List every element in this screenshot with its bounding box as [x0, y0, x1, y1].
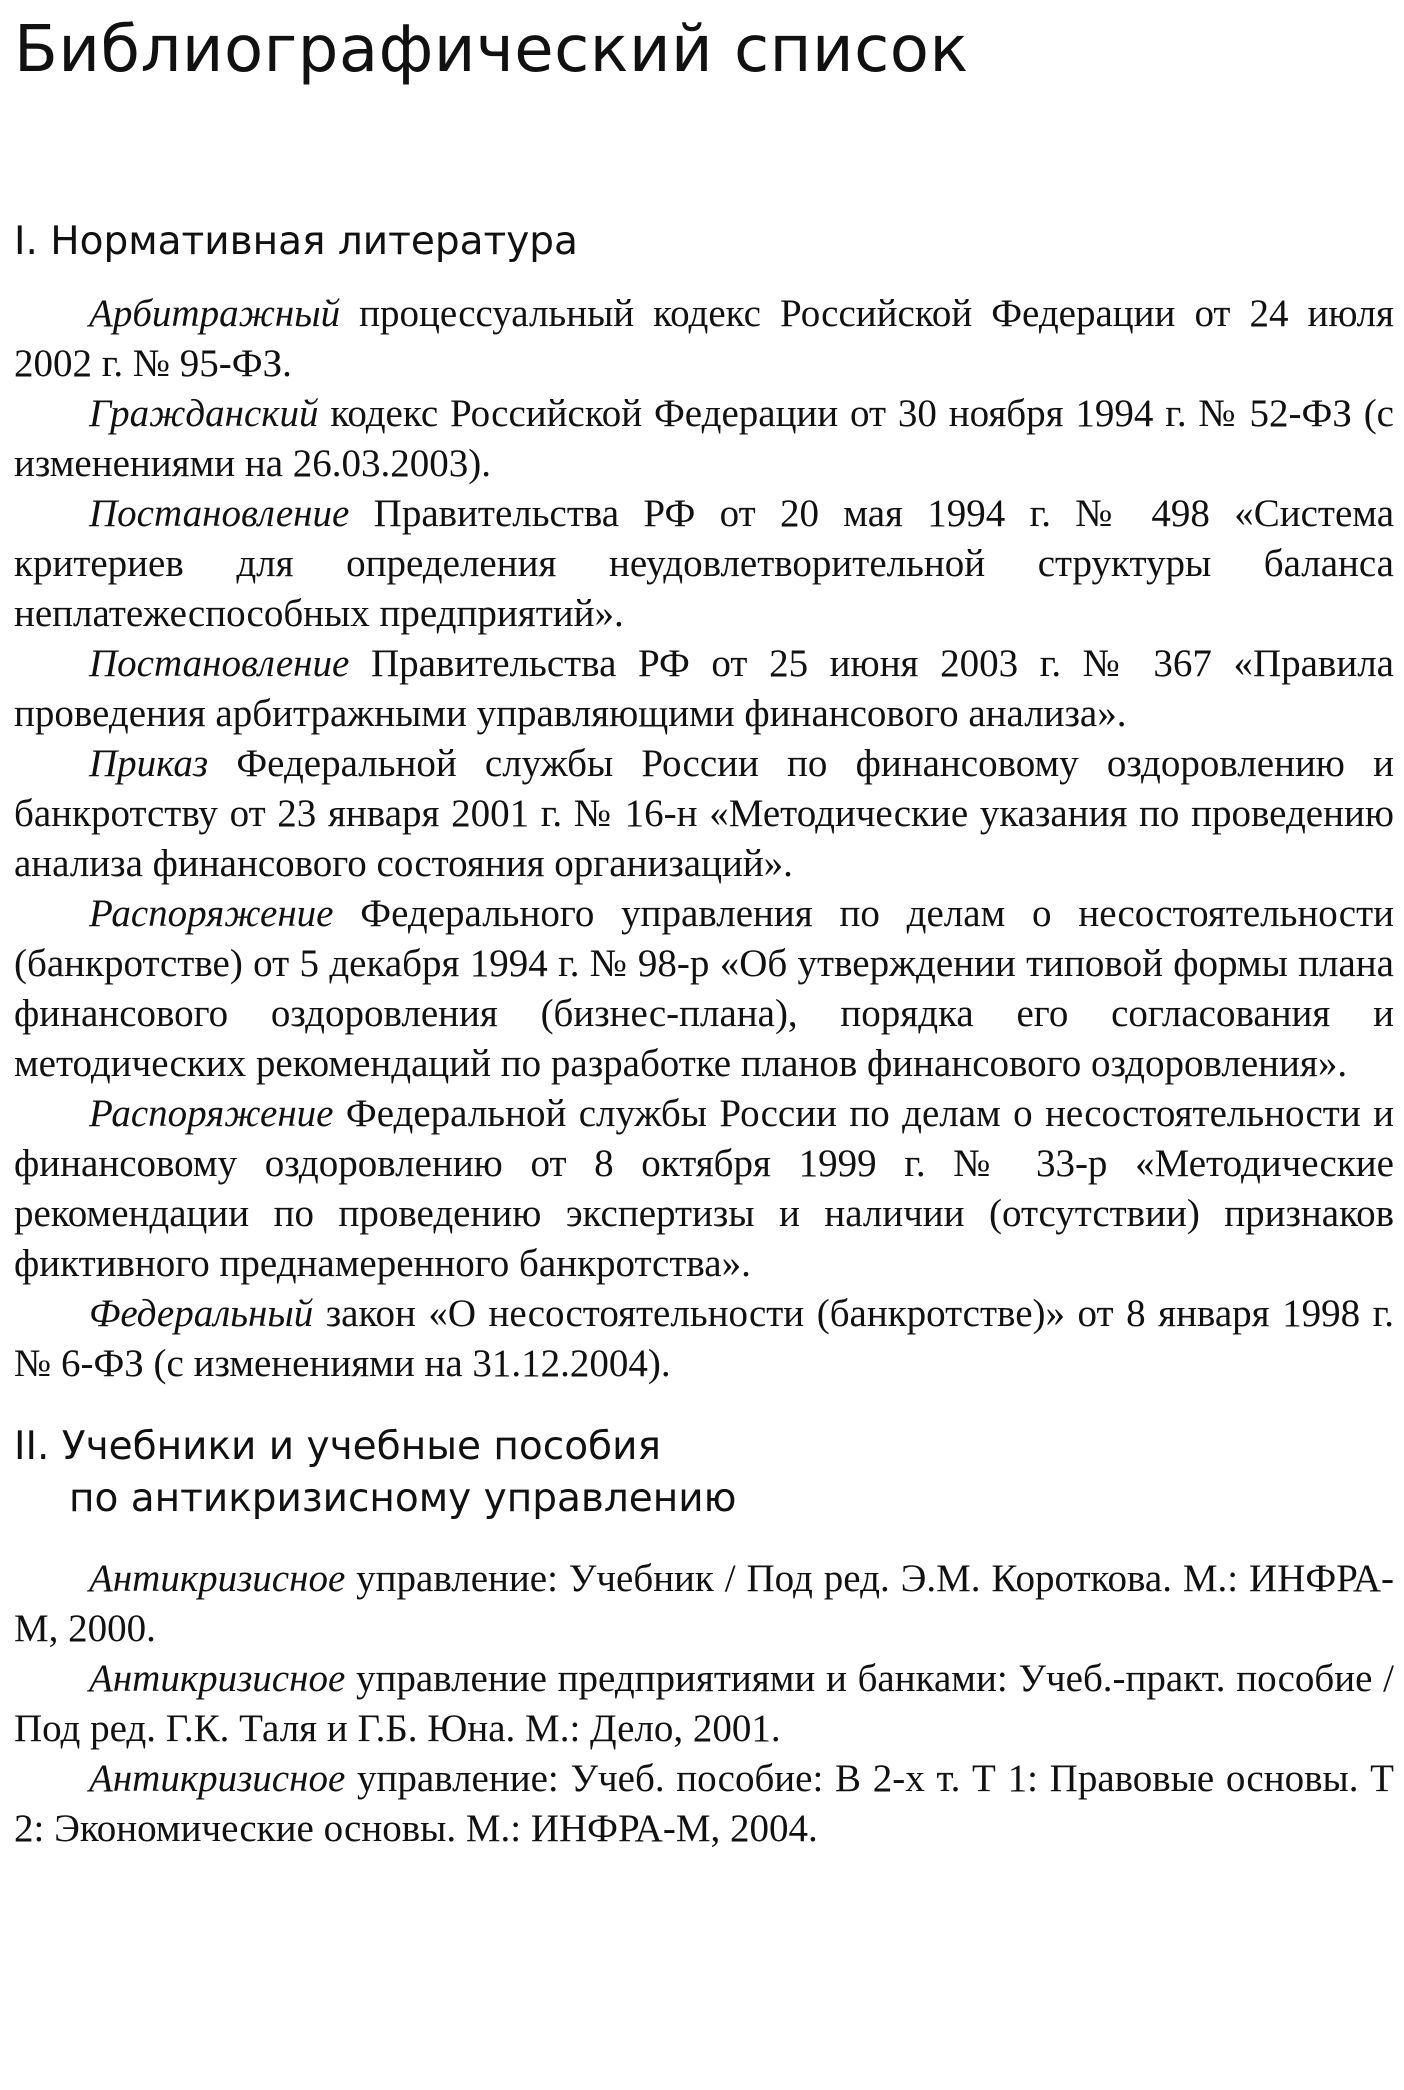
bibliography-entry: [14, 389, 1394, 489]
document-page: [14, 0, 1394, 1854]
entry-text: управление: Учебник / Под ред. Э.М. Короткова. М.: ИНФРА-М, 2000.: [14, 1557, 1394, 1650]
entry-text: закон «О несостоятельности (банкротстве)» от 8 января 1998 г. № 6-ФЗ (с изменениями на 31.12.2004).: [14, 1292, 1394, 1386]
entry-lead: Гражданский: [89, 392, 319, 436]
entry-text: Правительства РФ от 25 июня 2003 г. № 367 «Правила проведения арбитражными управляющими финансового анализа».: [14, 642, 1394, 736]
entry-lead: Антикризисное: [89, 1757, 346, 1800]
bibliography-entry: [14, 739, 1394, 889]
entry-lead: Антикризисное: [89, 1557, 346, 1600]
entry-lead: Приказ: [89, 742, 209, 786]
bibliography-entry: [14, 1089, 1394, 1289]
section-heading-text: I. Нормативная литература: [14, 218, 578, 264]
bibliography-entry: [14, 1289, 1394, 1389]
bibliography-entry: [14, 1554, 1394, 1654]
section-entries-normative: [14, 289, 1394, 1389]
entry-text: управление предприятиями и банками: Учеб.-практ. пособие / Под ред. Г.К. Таля и Г.Б. Юна. М.: Дело, 2001.: [14, 1657, 1394, 1750]
entry-lead: Постановление: [89, 492, 350, 536]
page-title: Библиографический список: [14, 13, 969, 87]
entry-text: Федерального управления по делам о несостоятельности (банкротстве) от 5 декабря 1994 г. № 98-р «Об утверждении типовой формы плана финансового оздоровления (бизнес-плана), порядка его согласования и методических рекомендаций по разработке планов финансового оздоровления».: [14, 892, 1394, 1086]
entry-lead: Распоряжение: [89, 892, 334, 936]
bibliography-entry: [14, 1654, 1394, 1754]
entry-text: Федеральной службы России по делам о несостоятельности и финансовому оздоровлению от 8 октября 1999 г. № 33-р «Методические рекомендации по проведению экспертизы и наличии (отсутствии) признаков фиктивного преднамеренного банкротства».: [14, 1092, 1394, 1286]
entry-text: кодекс Российской Федерации от 30 ноября 1994 г. № 52-ФЗ (с изменениями на 26.03.2003).: [14, 392, 1394, 486]
section-heading-normative: [14, 216, 1394, 267]
bibliography-entry: [14, 1754, 1394, 1854]
entry-lead: Арбитражный: [89, 292, 341, 336]
entry-lead: Распоряжение: [89, 1092, 334, 1136]
entry-text: управление: Учеб. пособие: В 2-х т. Т 1: Правовые основы. Т 2: Экономические основы. М.: ИНФРА-М, 2004.: [14, 1757, 1394, 1850]
entry-text: Федеральной службы России по финансовому оздоровлению и банкротству от 23 января 2001 г. № 16-н «Методические указания по проведению анализа финансового состояния организаций».: [14, 742, 1394, 886]
entry-lead: Постановление: [89, 642, 350, 686]
section-entries-textbooks: [14, 1554, 1394, 1854]
section-heading-text: II. Учебники и учебные пособия: [14, 1424, 661, 1470]
entry-text: Правительства РФ от 20 мая 1994 г. № 498 «Система критериев для определения неудовлетворительной структуры баланса неплатежеспособных предприятий».: [14, 492, 1394, 636]
bibliography-entry: [14, 889, 1394, 1089]
bibliography-entry: [14, 489, 1394, 639]
section-heading-textbooks: [14, 1421, 1394, 1524]
entry-lead: Антикризисное: [89, 1657, 346, 1700]
bibliography-entry: [14, 289, 1394, 389]
bibliography-entry: [14, 639, 1394, 739]
entry-text: процессуальный кодекс Российской Федерации от 24 июля 2002 г. № 95-ФЗ.: [14, 292, 1394, 386]
entry-lead: Федеральный: [89, 1292, 314, 1336]
section-heading-line2: по антикризисному управлению: [69, 1475, 737, 1521]
